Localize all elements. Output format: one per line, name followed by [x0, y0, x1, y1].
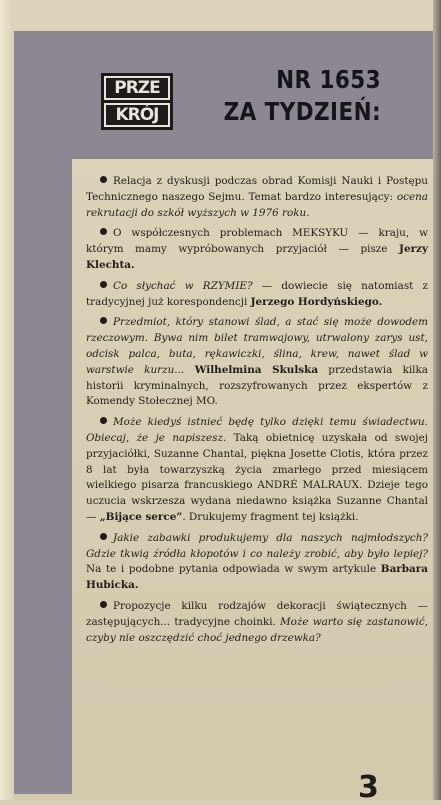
issue-subtitle: ZA TYDZIEŃ:	[223, 97, 381, 126]
issue-number: NR 1653	[276, 65, 381, 94]
page-number: 3	[358, 770, 379, 805]
bullet-icon	[100, 417, 107, 424]
bullet-icon	[100, 176, 107, 183]
list-item: Jakie zabawki produkujemy dla naszych najmłodszych? Gdzie tkwią źródła kłopotów i co należy zrobić, aby było lepiej? Na te i podobne pytania odpowiada w swym artykule Barbara Hubicka.	[86, 531, 428, 592]
list-item: Propozycje kilku rodzajów dekoracji świątecznych — zastępujących... tradycyjne choinki. Może warto się zastanowić, czyby nie oszczędzić choć jednego drzewka?	[86, 599, 428, 644]
page-shadow-edge	[433, 0, 441, 800]
bullet-icon	[100, 317, 107, 324]
issue-heading	[224, 64, 381, 128]
list-item: O współczesnych problemach MEKSYKU — kraju, w którym mamy wypróbowanych przyjaciół — pisze Jerzy Klechta.	[86, 227, 428, 271]
list-item: Przedmiot, który stanowi ślad, a stać się może dowodem rzeczowym. Bywa nim bilet tramwajowy, utrwalony zarys ust, odcisk palca, buta, rękawiczki, ślina, krew, nawet ślad w warstwie kurzu... Wilhelmina Skulska przedstawia kilka historii kryminalnych, rozszyfrowanych przez ekspertów z Komendy Stołecznej MO.	[86, 316, 428, 408]
bullet-icon	[100, 533, 107, 540]
list-item: Relacja z dyskusji podczas obrad Komisji Nauki i Postępu Technicznego naszego Sejmu. Temat bardzo interesujący: ocena rekrutacji do szkół wyższych w 1976 roku.	[86, 175, 428, 219]
side-frame	[14, 159, 72, 794]
bullet-icon	[100, 281, 107, 288]
bullet-icon	[100, 601, 107, 608]
logo-top-text: PRZE	[104, 76, 170, 100]
contents-list	[86, 174, 428, 651]
przekroj-logo	[101, 73, 173, 130]
bullet-icon	[100, 228, 107, 235]
page-edge	[0, 0, 14, 800]
list-item: Co słychać w RZYMIE? — dowiecie się natomiast z tradycyjnej już korespondencji Jerzego Hordyńskiego.	[86, 279, 428, 308]
list-item: Może kiedyś istnieć będę tylko dzięki temu świadectwu. Obiecaj, że je napiszesz. Taką obietnicę uzyskała od swojej przyjaciółki, Suzanne Chantal, piękna Josette Clotis, która przez 8 lat była towarzyszką życia zmarłego przed miesiącem wielkiego pisarza francuskiego ANDRÉ MALRAUX. Dzieje tego uczucia wskrzesza wydana niedawno książka Suzanne Chantal — „Bijące serce”. Drukujemy fragment tej książki.	[86, 416, 428, 523]
logo-bottom-text: KRÓJ	[104, 103, 170, 127]
